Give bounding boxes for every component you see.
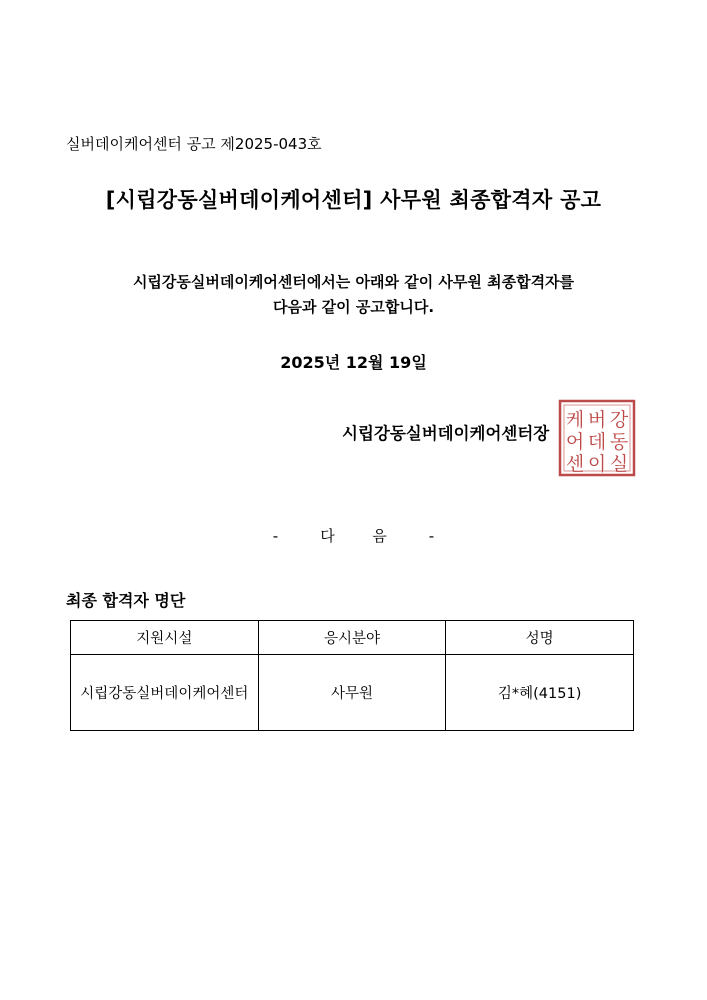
header-facility: 지원시설	[71, 621, 259, 655]
seal-char: 버	[587, 409, 607, 431]
results-table	[70, 620, 634, 731]
notice-dash-right: -	[428, 527, 435, 545]
official-seal-stamp	[558, 399, 636, 477]
seal-char: 이	[587, 453, 607, 475]
cell-facility: 시립강동실버데이케어센터	[71, 655, 259, 731]
seal-char: 실	[609, 453, 629, 475]
document-title: [시립강동실버데이케어센터] 사무원 최종합격자 공고	[105, 188, 602, 212]
header-name: 성명	[446, 621, 634, 655]
header-field: 응시분야	[258, 621, 446, 655]
table-row	[71, 655, 634, 731]
table-header-row	[71, 621, 634, 655]
seal-char: 어	[565, 431, 585, 453]
announcement-body-line-2: 다음과 같이 공고합니다.	[272, 298, 435, 316]
seal-char: 센	[565, 453, 585, 475]
document-number: 실버데이케어센터 공고 제2025-043호	[66, 135, 322, 153]
signer-name: 시립강동실버데이케어센터장	[342, 424, 550, 443]
seal-char: 데	[587, 431, 607, 453]
seal-char: 동	[609, 431, 629, 453]
cell-name: 김*혜(4151)	[446, 655, 634, 731]
notice-dash-left: -	[272, 527, 279, 545]
notice-char-2: 음	[372, 527, 387, 545]
notice-heading	[0, 525, 707, 546]
cell-field: 사무원	[258, 655, 446, 731]
seal-char: 케	[565, 409, 585, 431]
notice-char-1: 다	[320, 527, 335, 545]
seal-char: 강	[609, 409, 629, 431]
announcement-date: 2025년 12월 19일	[280, 353, 427, 372]
list-title: 최종 합격자 명단	[66, 591, 186, 610]
announcement-body-line-1: 시립강동실버데이케어센터에서는 아래와 같이 사무원 최종합격자를	[132, 273, 575, 291]
announcement-body	[0, 270, 707, 320]
